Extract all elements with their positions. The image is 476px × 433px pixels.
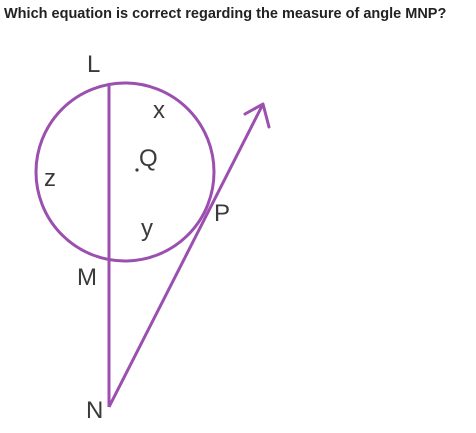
label-point-q: Q — [139, 145, 158, 172]
label-point-p: P — [214, 200, 231, 227]
label-point-m: M — [77, 264, 97, 291]
label-arc-y: y — [141, 215, 153, 242]
label-point-n: N — [86, 397, 104, 424]
circle-q — [36, 83, 214, 261]
label-arc-x: x — [153, 97, 165, 124]
label-point-l: L — [87, 51, 101, 78]
label-arc-z: z — [44, 165, 56, 192]
question-text: Which equation is correct regarding the measure of angle MNP? — [4, 6, 447, 22]
tangent-ray-np — [109, 104, 263, 407]
